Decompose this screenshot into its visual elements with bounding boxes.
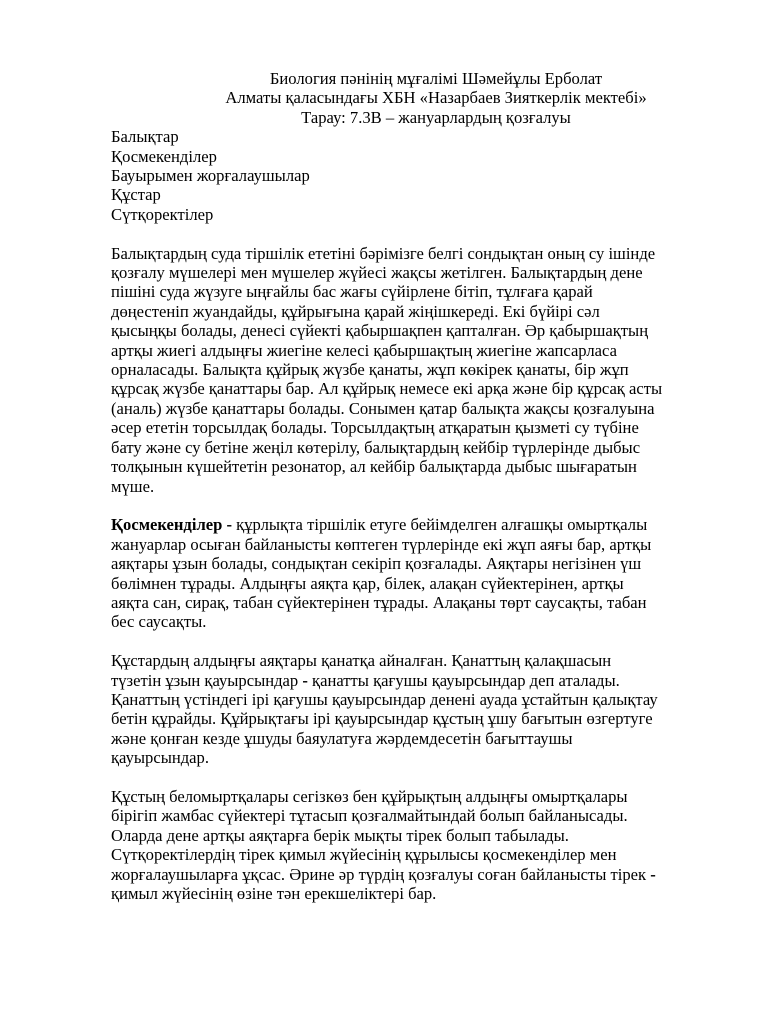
- text-line: бетін құрайды. Құйрықтағы ірі қауырсындар құстың ұшу бағытын өзгертуге: [111, 709, 653, 729]
- document-page: [111, 69, 711, 903]
- topic-item: Бауырымен жорғалаушылар: [111, 166, 310, 186]
- text-line: Қанаттың үстіндегі ірі қағушы қауырсындар денені ауада ұстайтын қалықтау: [111, 689, 658, 709]
- text-line: бөлімнен тұрады. Алдыңғы аяқта қар, білек, алақан сүйектерінен, артқы: [111, 573, 624, 593]
- text-line: [111, 671, 711, 690]
- document-header: [151, 69, 721, 127]
- text-line: бату және су бетіне жеңіл көтерілу, балықтардың кейбір түрлерінде дыбыс: [111, 437, 641, 457]
- text-line: мүше.: [111, 476, 155, 496]
- text-line: Сүтқоректілердің тірек қимыл жүйесінің құрылысы қосмекенділер мен: [111, 845, 617, 865]
- school-line: Алматы қаласындағы ХБН «Назарбаев Зияткерлік мектебі»: [225, 88, 647, 108]
- teacher-line: Биология пәнінің мұғалімі Шәмейұлы Ерболат: [269, 69, 603, 88]
- text-line: Оларда дене артқы аяқтарға берік мықты тірек болып табылады.: [111, 825, 569, 845]
- paragraph-fish: [111, 244, 711, 496]
- text-line: пішіні суда жүзуге ыңғайлы бас жағы сүйірлене бітіп, тұлғаға қарай: [111, 282, 593, 302]
- text-line: және қонған кезде ұшуды баяулатуға жәрдемдесетін бағыттаушы: [111, 728, 573, 748]
- topic-item: Қосмекенділер: [111, 146, 217, 166]
- dash-bold: -: [646, 864, 656, 884]
- text-line: бірігіп жамбас сүйектері тұтасып қозғалмайтындай болып байланысады.: [111, 806, 628, 826]
- text-line: артқы жиегі алдыңғы жиегіне келесі қабыршақтың жиегіне жапсарласа: [111, 340, 617, 360]
- text-line: бес саусақты.: [111, 612, 207, 632]
- text-line: қысыңқы болады, денесі сүйекті қабыршақпен қапталған. Әр қабыршақтың: [111, 321, 649, 341]
- text-line: дөңестеніп жуандайды, құйрығына қарай жіңішкереді. Екі бүйірі сәл: [111, 301, 600, 321]
- text-line: қимыл жүйесінің өзіне тән ерекшеліктері бар.: [111, 884, 437, 903]
- text-line: аяқтары ұзын болады, сондықтан секіріп қозғалады. Аяқтары негізінен үш: [111, 554, 642, 574]
- topic-item: Балықтар: [111, 127, 179, 147]
- text-line: Құстың беломыртқалары сегізкөз бен құйрықтың алдыңғы омыртқалары: [111, 786, 628, 806]
- topic-item: Құстар: [111, 185, 161, 205]
- paragraph-skeleton: [111, 787, 711, 903]
- text-span: жорғалаушыларға ұқсас. Әрине әр түрдің қозғалуы соған байланысты тірек: [111, 864, 647, 884]
- text-line: қозғалу мүшелері мен мүшелер жүйесі жақсы жетілген. Балықтардың дене: [111, 263, 643, 283]
- text-line: құрсақ жүзбе қанаттары бар. Ал құйрық немесе екі арқа және бір құрсақ асты: [111, 379, 663, 399]
- text-line: толқынын күшейтетін резонатор, ал кейбір балықтарда дыбыс шығаратын: [111, 457, 637, 477]
- text-line: Құстардың алдыңғы аяқтары қанатқа айналған. Қанаттың қалақшасын: [111, 651, 612, 671]
- text-line: Балықтардың суда тіршілік ететіні бәрімізге белгі сондықтан оның су ішінде: [111, 243, 656, 263]
- text-line: (аналь) жүзбе қанаттары болады. Сонымен қатар балықта жақсы қозғалуына: [111, 398, 655, 418]
- term-bold: Қосмекенділер -: [111, 515, 233, 535]
- text-span: түзетін ұзын қауырсындар: [111, 670, 303, 690]
- topic-item: Сүтқоректілер: [111, 204, 214, 224]
- text-line: [111, 865, 711, 884]
- text-line: әсер ететін торсылдақ болады. Торсылдақтың атқаратын қызметі су түбіне: [111, 418, 639, 438]
- dash-bold: -: [302, 670, 308, 690]
- text-line: аяқта сан, сирақ, табан сүйектерінен тұрады. Алақаны төрт саусақты, табан: [111, 592, 647, 612]
- topic-list: [111, 127, 711, 224]
- paragraph-amphibians: [111, 515, 711, 631]
- paragraph-birds: [111, 651, 711, 767]
- chapter-line: Тарау: 7.3В – жануарлардың қозғалуы: [301, 107, 571, 127]
- text-span: құрлықта тіршілік етуге бейімделген алғашқы омыртқалы: [232, 515, 648, 535]
- text-line: [111, 515, 711, 534]
- text-span: қанатты қағушы қауырсындар деп аталады.: [307, 670, 620, 690]
- text-line: қауырсындар.: [111, 748, 209, 768]
- text-line: орналасады. Балықта құйрық жүзбе қанаты, жұп көкірек қанаты, бір жұп: [111, 360, 629, 380]
- text-line: жануарлар осыған байланысты көптеген түрлерінде екі жұп аяғы бар, артқы: [111, 534, 652, 554]
